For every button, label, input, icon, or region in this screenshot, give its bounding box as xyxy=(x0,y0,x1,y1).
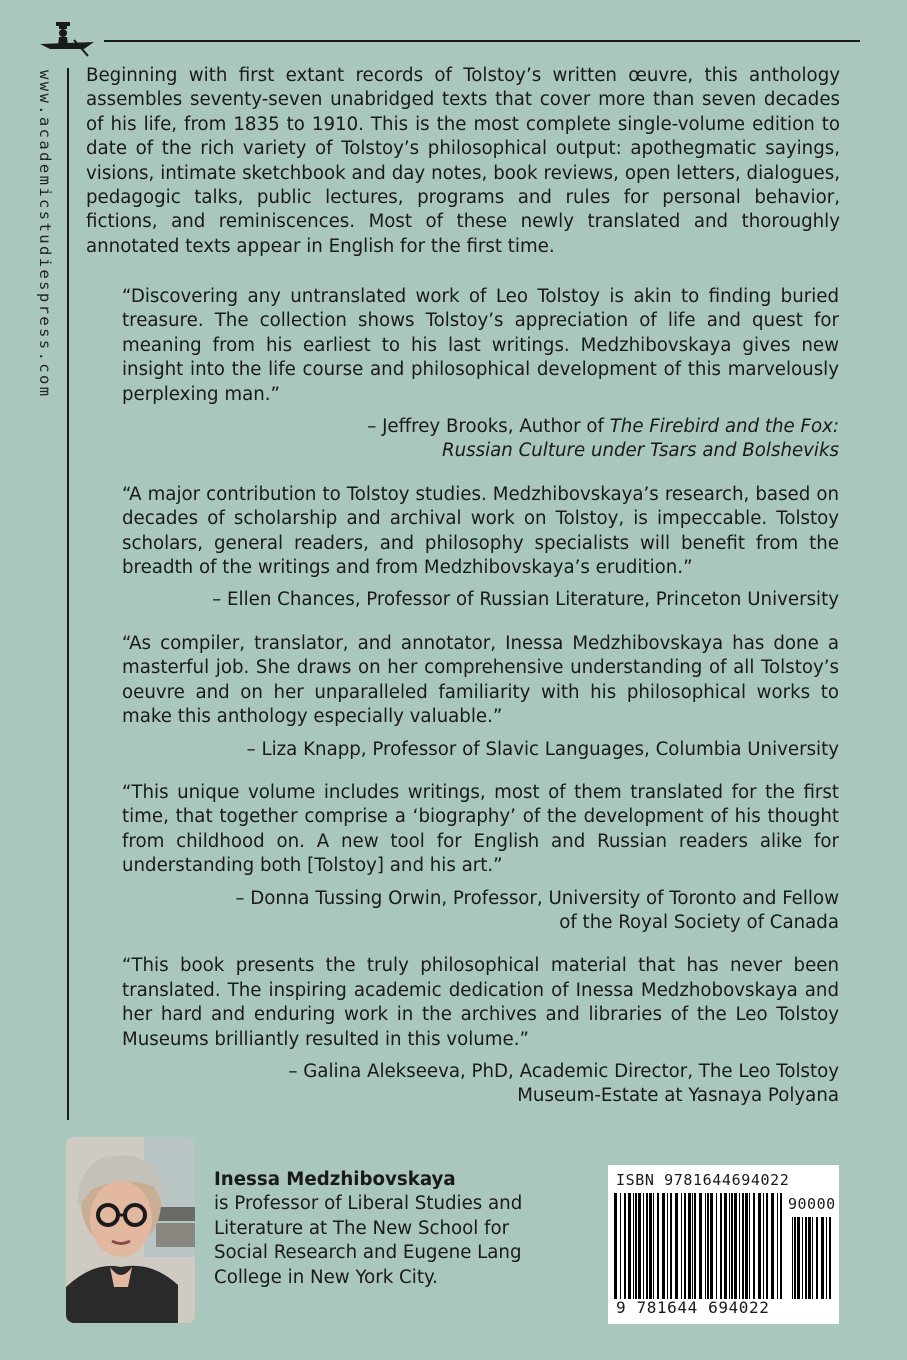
barcode-bar xyxy=(745,1193,748,1299)
barcode-bar xyxy=(749,1193,750,1299)
endorsement xyxy=(122,285,839,464)
barcode-bar xyxy=(675,1193,678,1299)
barcode-bar xyxy=(763,1193,764,1299)
barcode-bar xyxy=(646,1193,648,1299)
barcode-bar xyxy=(653,1193,654,1299)
book-title: The Firebird and the Fox: xyxy=(609,416,839,438)
barcode-bar xyxy=(684,1193,686,1299)
left-rule xyxy=(67,68,69,1120)
top-rule xyxy=(104,40,860,42)
barcode-bar xyxy=(792,1217,793,1299)
barcode-bar xyxy=(649,1193,652,1299)
barcode-bar xyxy=(808,1217,811,1299)
barcode-bar xyxy=(742,1193,744,1299)
book-title-subtitle: Russian Culture under Tsars and Bolsheviks xyxy=(441,440,839,462)
barcode-bar xyxy=(620,1193,621,1299)
barcode-bar xyxy=(699,1193,702,1299)
barcode-bar xyxy=(724,1193,727,1299)
barcode-bars xyxy=(614,1193,784,1299)
barcode-bar xyxy=(826,1217,827,1299)
barcode-bar xyxy=(638,1193,641,1299)
endorsement-attribution xyxy=(122,1060,839,1109)
barcode-digits: 9 781644 694022 xyxy=(616,1298,770,1317)
barcode-bar xyxy=(802,1217,803,1299)
barcode-bar xyxy=(707,1193,709,1299)
endorsement-attribution: – Liza Knapp, Professor of Slavic Languages, Columbia University xyxy=(246,738,839,760)
attribution-line: – Donna Tussing Orwin, Professor, University of Toronto and Fellow xyxy=(235,887,839,909)
barcode-bar xyxy=(681,1193,682,1299)
author-photo xyxy=(66,1137,195,1323)
barcode xyxy=(608,1165,839,1324)
barcode-bar xyxy=(797,1217,800,1299)
isbn-label: ISBN 9781644694022 xyxy=(616,1171,790,1189)
attribution-name: – Jeffrey Brooks, Author of xyxy=(367,416,604,438)
barcode-bar xyxy=(780,1193,782,1299)
endorsement-attribution: – Ellen Chances, Professor of Russian Literature, Princeton University xyxy=(212,589,839,611)
barcode-bar xyxy=(628,1193,631,1299)
endorsement xyxy=(122,781,839,935)
barcode-bar xyxy=(667,1193,668,1299)
endorsement xyxy=(122,483,839,613)
intro-paragraph: Beginning with first extant records of Tolstoy’s written œuvre, this anthology assembles seventy-seven unabridged texts that cover more than seven decades of his life, from 1835 to 1910. This is the most complete single-volume edition to date of the rich variety of Tolstoy’s philosophical output: apothegmatic sayings, visions, intimate sketchbook and day notes, book reviews, open letters, dialogues, pedagogic talks, public lectures, programs and rules for personal behavior, fictions, and reminiscences. Most of these newly translated and thoroughly annotated texts appear in English for the first time. xyxy=(86,65,840,257)
barcode-bar xyxy=(821,1217,824,1299)
author-bio-line: Social Research and Eugene Lang xyxy=(214,1242,522,1264)
publisher-url[interactable]: www.academicstudiespress.com xyxy=(36,70,54,399)
barcode-bar xyxy=(812,1217,813,1299)
barcode-bar xyxy=(670,1193,672,1299)
barcode-bar xyxy=(731,1193,733,1299)
barcode-bar xyxy=(705,1193,706,1299)
attribution-line: Museum-Estate at Yasnaya Polyana xyxy=(517,1085,839,1107)
barcode-bar xyxy=(816,1217,818,1299)
barcode-bar xyxy=(753,1193,755,1299)
barcode-bar xyxy=(829,1217,831,1299)
endorsement xyxy=(122,954,839,1108)
endorsement xyxy=(122,632,839,762)
endorsement-attribution xyxy=(122,887,839,936)
barcode-bar xyxy=(635,1193,637,1299)
endorsement-attribution xyxy=(122,415,839,464)
barcode-bar xyxy=(734,1193,737,1299)
barcode-bar xyxy=(657,1193,659,1299)
barcode-bar xyxy=(688,1193,691,1299)
barcode-bar xyxy=(662,1193,665,1299)
barcode-addon-bars xyxy=(792,1217,834,1299)
author-bio-line: is Professor of Liberal Studies and xyxy=(214,1193,523,1215)
author-bio xyxy=(214,1168,554,1290)
barcode-bar xyxy=(794,1217,796,1299)
barcode-bar xyxy=(766,1193,768,1299)
endorsement-text: “This unique volume includes writings, most of them translated for the first time, that together comprise a ‘biography’ of the development of his thought from childhood on. A new tool for English and Russian readers alike for understanding both [Tolstoy] and his art.” xyxy=(122,781,839,877)
barcode-bar xyxy=(692,1193,693,1299)
barcode-bar xyxy=(716,1193,717,1299)
barcode-bar xyxy=(729,1193,730,1299)
barcode-bar xyxy=(710,1193,713,1299)
author-bio-line: Literature at The New School for xyxy=(214,1217,510,1239)
author-name: Inessa Medzhibovskaya xyxy=(214,1169,456,1190)
barcode-addon-number: 90000 xyxy=(788,1195,836,1213)
barcode-bar xyxy=(777,1193,778,1299)
barcode-bar xyxy=(643,1193,644,1299)
barcode-bar xyxy=(614,1193,617,1299)
endorsements xyxy=(122,285,839,1128)
barcode-bar xyxy=(739,1193,740,1299)
publisher-logo-icon xyxy=(38,18,96,58)
endorsement-text: “As compiler, translator, and annotator, Inessa Medzhibovskaya has done a masterful job. She draws on her comprehensive understanding of all Tolstoy’s oeuvre and on her unparalleled familiarity with his philosophical works to make this anthology especially valuable.” xyxy=(122,632,839,728)
barcode-bar xyxy=(633,1193,634,1299)
endorsement-text: “A major contribution to Tolstoy studies. Medzhibovskaya’s research, based on decades of scholarship and archival work on Tolstoy, is impeccable. Tolstoy scholars, general readers, and philosophy specialists will benefit from the breadth of the writings and from Medzhibovskaya’s erudition.” xyxy=(122,483,839,579)
endorsement-text: “This book presents the truly philosophical material that has never been translated. The inspiring academic dedication of Inessa Medzhobovskaya and her hard and enduring work in the archives and libraries of the Leo Tolstoy Museums brilliantly resulted in this volume.” xyxy=(122,955,839,1050)
attribution-line: of the Royal Society of Canada xyxy=(559,911,839,933)
author-bio-line: College in New York City. xyxy=(214,1266,438,1288)
barcode-bar xyxy=(720,1193,722,1299)
barcode-bar xyxy=(758,1193,761,1299)
attribution-line: – Galina Alekseeva, PhD, Academic Director, The Leo Tolstoy xyxy=(288,1060,839,1082)
barcode-bar xyxy=(771,1193,774,1299)
barcode-bar xyxy=(805,1217,807,1299)
barcode-bar xyxy=(694,1193,696,1299)
endorsement-text: “Discovering any untranslated work of Leo Tolstoy is akin to finding buried treasure. The collection shows Tolstoy’s appreciation of life and quest for meaning from his earliest to his last writings. Medzhibovskaya gives new insight into the life course and philosophical development of this marvelously perplexing man.” xyxy=(122,286,839,405)
barcode-bar xyxy=(624,1193,626,1299)
